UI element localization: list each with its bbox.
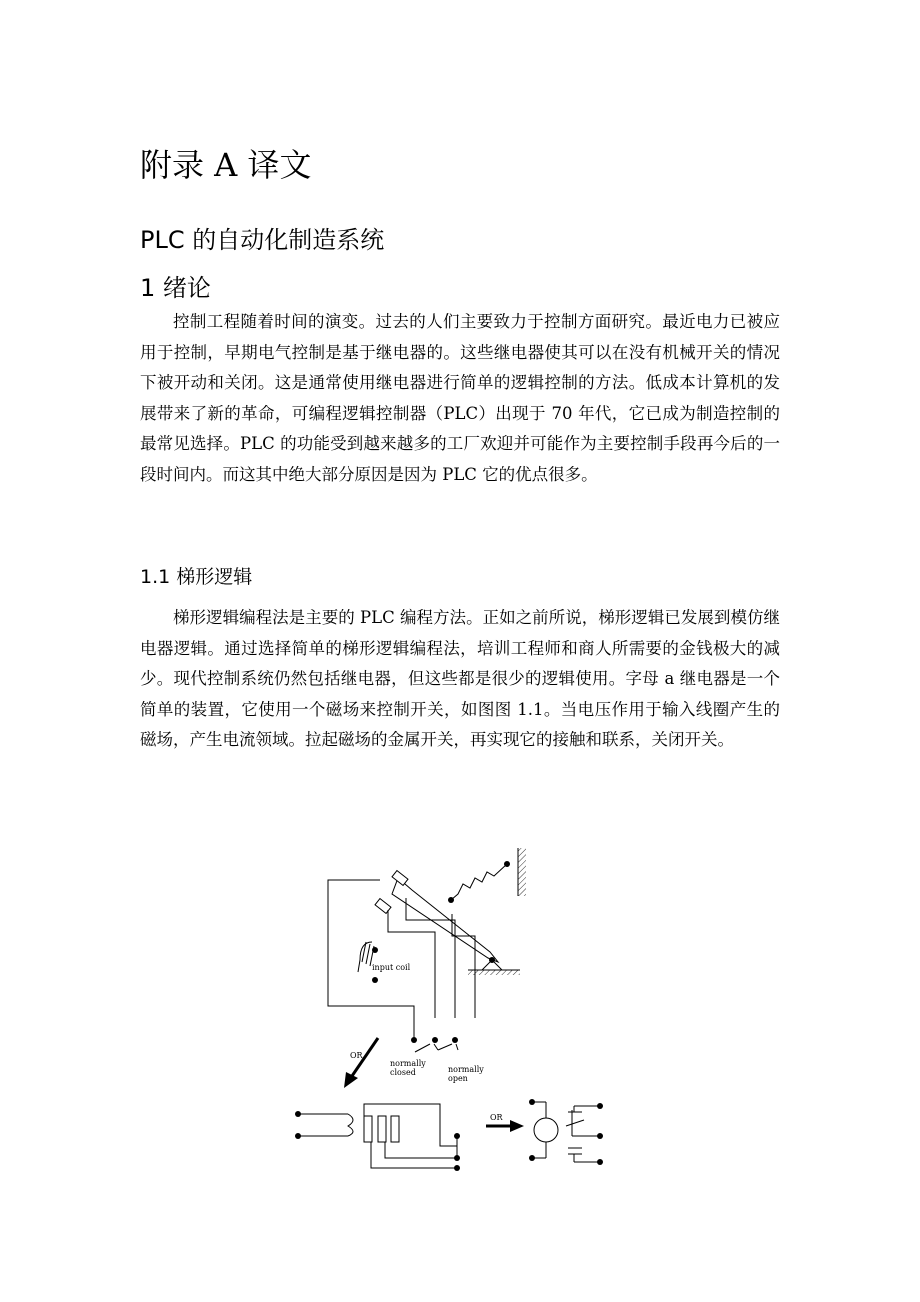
label-normally-closed-2: closed [390, 1068, 416, 1077]
section-heading-intro: 1 绪论 [140, 274, 211, 302]
label-normally-open-2: open [448, 1074, 468, 1083]
label-input-coil: input coil [372, 963, 411, 972]
paragraph-ladder-logic: 梯形逻辑编程法是主要的 PLC 编程方法。正如之前所说，梯形逻辑已发展到模仿继电器逻辑。通过选择简单的梯形逻辑编程法，培训工程师和商人所需要的金钱极大的减少。现代控制系统仍然包括继电器，但这些都是很少的逻辑使用。字母 a 继电器是一个简单的装置，它使用一个磁场来控制开关，如图图 1.1。当电压作用于输入线圈产生的磁场，产生电流领域。拉起磁场的金属开关，再实现它的接触和联系，关闭开关。 [140, 608, 780, 750]
label-normally-closed-1: normally [390, 1059, 426, 1068]
ladder-symbol [532, 1102, 600, 1162]
label-or-top: OR [350, 1051, 363, 1060]
relay-annotation-arrows [415, 1044, 458, 1052]
section-heading-ladder-logic: 1.1 梯形逻辑 [140, 566, 253, 588]
relay-figure [280, 840, 620, 1180]
relay-mechanism [328, 848, 526, 1040]
arrow-down-left-icon [344, 1038, 378, 1088]
relay-diagram [280, 840, 620, 1180]
relay-schematic [298, 1104, 457, 1168]
paragraph-intro: 控制工程随着时间的演变。过去的人们主要致力于控制方面研究。最近电力已被应用于控制，早期电气控制是基于继电器的。这些继电器使其可以在没有机械开关的情况下被开动和关闭。这是通常使用继电器进行简单的逻辑控制的方法。低成本计算机的发展带来了新的革命，可编程逻辑控制器（PLC）出现于 70 年代，它已成为制造控制的最常见选择。PLC 的功能受到越来越多的工厂欢迎并可能作为主要控制手段再今后的一段时间内。而这其中绝大部分原因是因为 PLC 它的优点很多。 [140, 312, 780, 484]
paper-title: PLC 的自动化制造系统 [140, 226, 385, 254]
label-normally-open-1: normally [448, 1065, 484, 1074]
appendix-title: 附录 A 译文 [140, 146, 312, 184]
label-or-bottom: OR [490, 1113, 503, 1122]
